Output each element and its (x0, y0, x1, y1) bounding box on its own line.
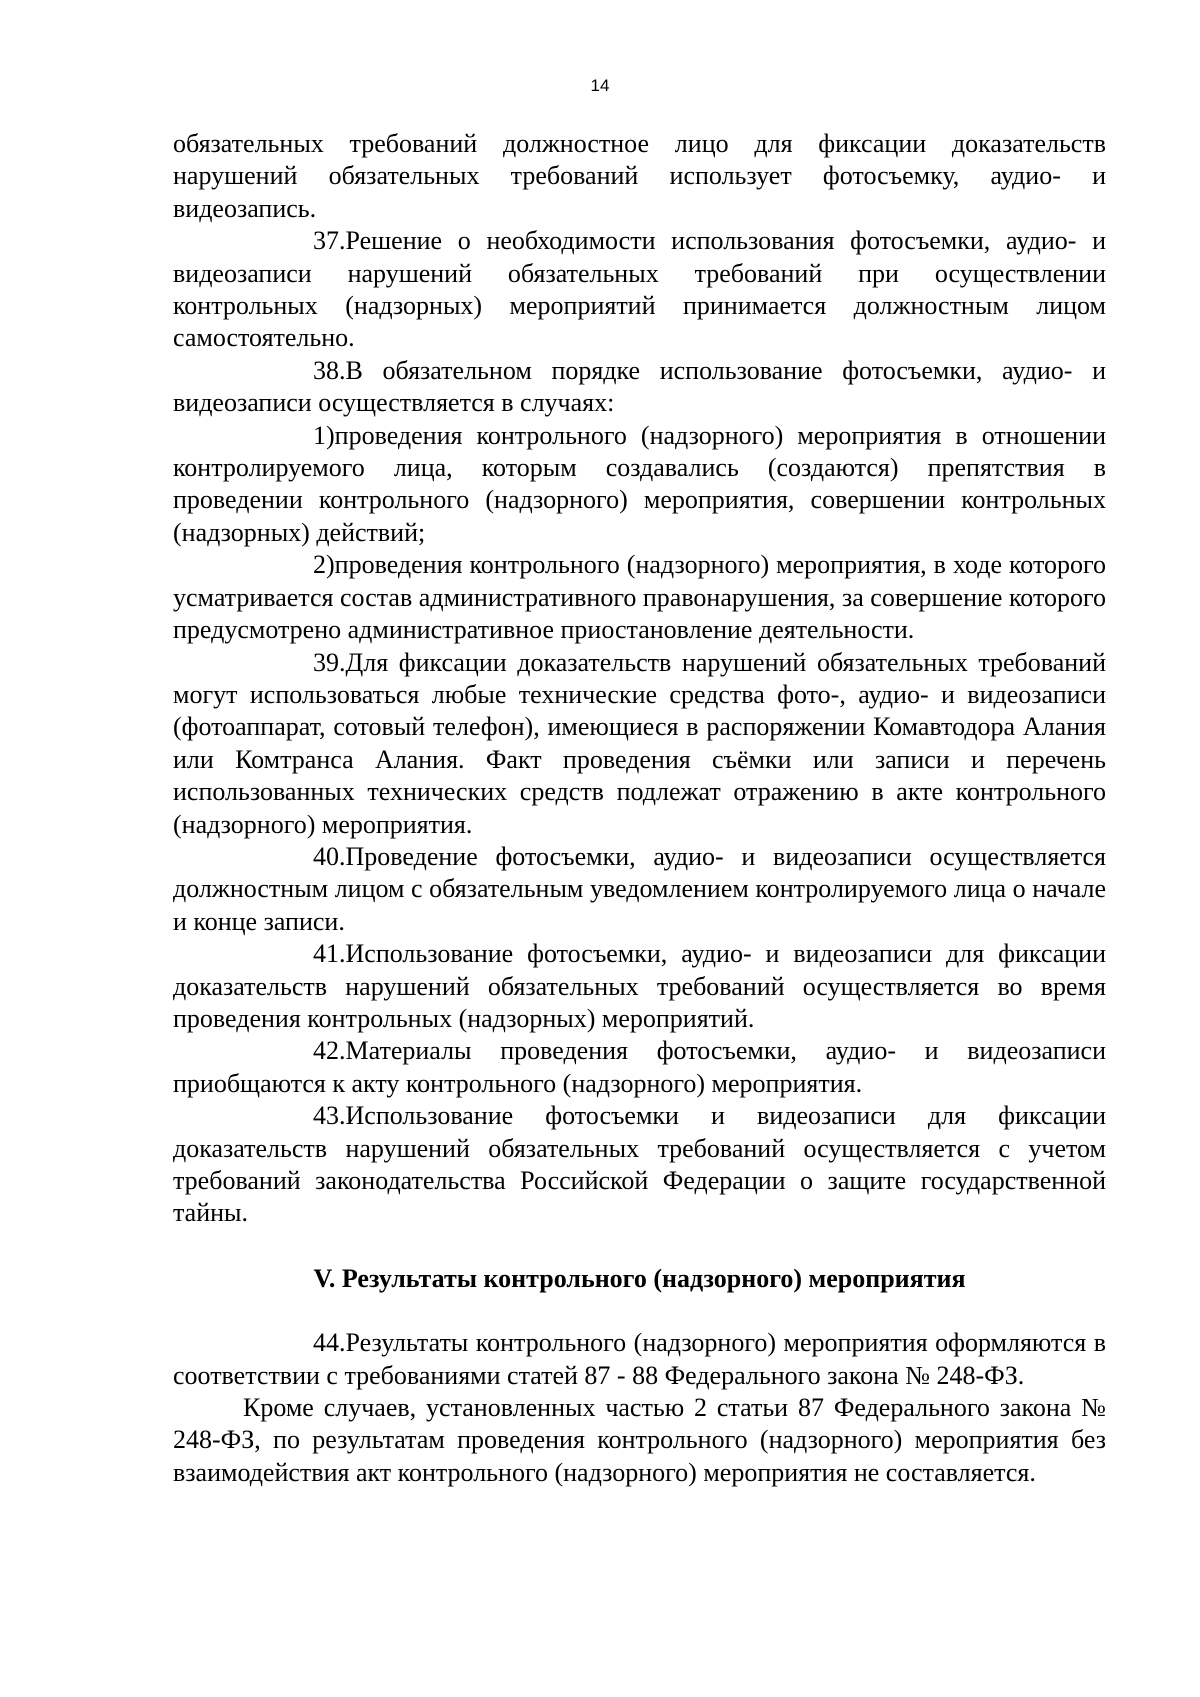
paragraph-text: Результаты контрольного (надзорного) мероприятия оформляются в соответствии с требованиями статей 87 - 88 Федерального закона № 248-ФЗ. (173, 1328, 1106, 1390)
list-item-2 (173, 549, 1106, 646)
paragraph-text: Использование фотосъемки и видеозаписи для фиксации доказательств нарушений обязательных требований осуществляется с учетом требований законодательства Российской Федерации о защите государственной тайны. (173, 1101, 1106, 1228)
page-number: 14 (590, 76, 610, 95)
paragraph-number: 41. (313, 939, 346, 969)
paragraph-number: 38. (313, 355, 346, 385)
list-item-number: 1) (313, 420, 335, 450)
paragraph-number: 43. (313, 1101, 346, 1131)
paragraph-41 (173, 938, 1106, 1035)
paragraph-number: 42. (313, 1036, 346, 1066)
paragraph-text: Проведение фотосъемки, аудио- и видеозаписи осуществляется должностным лицом с обязательным уведомлением контролируемого лица о начале и конце записи. (173, 841, 1106, 936)
paragraph-43 (173, 1100, 1106, 1230)
paragraph-number: 44. (313, 1328, 346, 1358)
paragraph-number: 40. (313, 841, 346, 871)
paragraph-continuation (173, 128, 1106, 225)
document-body (173, 128, 1106, 1489)
list-item-1 (173, 420, 1106, 550)
paragraph-text: Решение о необходимости использования фотосъемки, аудио- и видеозаписи нарушений обязательных требований при осуществлении контрольных (надзорных) мероприятий принимается должностным лицом самостоятельно. (173, 226, 1106, 353)
paragraph-text: В обязательном порядке использование фотосъемки, аудио- и видеозаписи осуществляется в случаях: (173, 355, 1106, 418)
paragraph-final (173, 1392, 1106, 1489)
paragraph-42 (173, 1035, 1106, 1100)
paragraph-38 (173, 355, 1106, 420)
list-item-number: 2) (313, 550, 335, 580)
paragraph-text: Кроме случаев, установленных частью 2 статьи 87 Федерального закона № 248-ФЗ, по результатам проведения контрольного (надзорного) мероприятия без взаимодействия акт контрольного (надзорного) мероприятия не составляется. (173, 1393, 1106, 1487)
paragraph-44 (173, 1327, 1106, 1392)
paragraph-text: Для фиксации доказательств нарушений обязательных требований могут использоваться любые технические средства фото-, аудио- и видеозаписи (фотоаппарат, сотовый телефон), имеющиеся в распоряжении Комавтодора Алания или Комтранса Алания. Факт проведения съёмки или записи и перечень использованных технических средств подлежат отражению в акте контрольного (надзорного) мероприятия. (173, 647, 1106, 839)
paragraph-number: 37. (313, 226, 346, 256)
paragraph-text: обязательных требований должностное лицо для фиксации доказательств нарушений обязательных требований использует фотосъемку, аудио- и видеозапись. (173, 129, 1106, 223)
list-item-text: проведения контрольного (надзорного) мероприятия, в ходе которого усматривается состав административного правонарушения, за совершение которого предусмотрено административное приостановление деятельности. (173, 550, 1106, 645)
paragraph-39 (173, 647, 1106, 841)
paragraph-number: 39. (313, 647, 346, 677)
paragraph-40 (173, 841, 1106, 938)
list-item-text: проведения контрольного (надзорного) мероприятия в отношении контролируемого лица, которым создавались (создаются) препятствия в проведении контрольного (надзорного) мероприятия, совершении контрольных (надзорных) действий; (173, 420, 1106, 547)
paragraph-text: Материалы проведения фотосъемки, аудио- и видеозаписи приобщаются к акту контрольного (надзорного) мероприятия. (173, 1036, 1106, 1098)
paragraph-37 (173, 225, 1106, 355)
paragraph-text: Использование фотосъемки, аудио- и видеозаписи для фиксации доказательств нарушений обязательных требований осуществляется во время проведения контрольных (надзорных) мероприятий. (173, 939, 1106, 1033)
section-heading: V. Результаты контрольного (надзорного) мероприятия (313, 1263, 966, 1293)
